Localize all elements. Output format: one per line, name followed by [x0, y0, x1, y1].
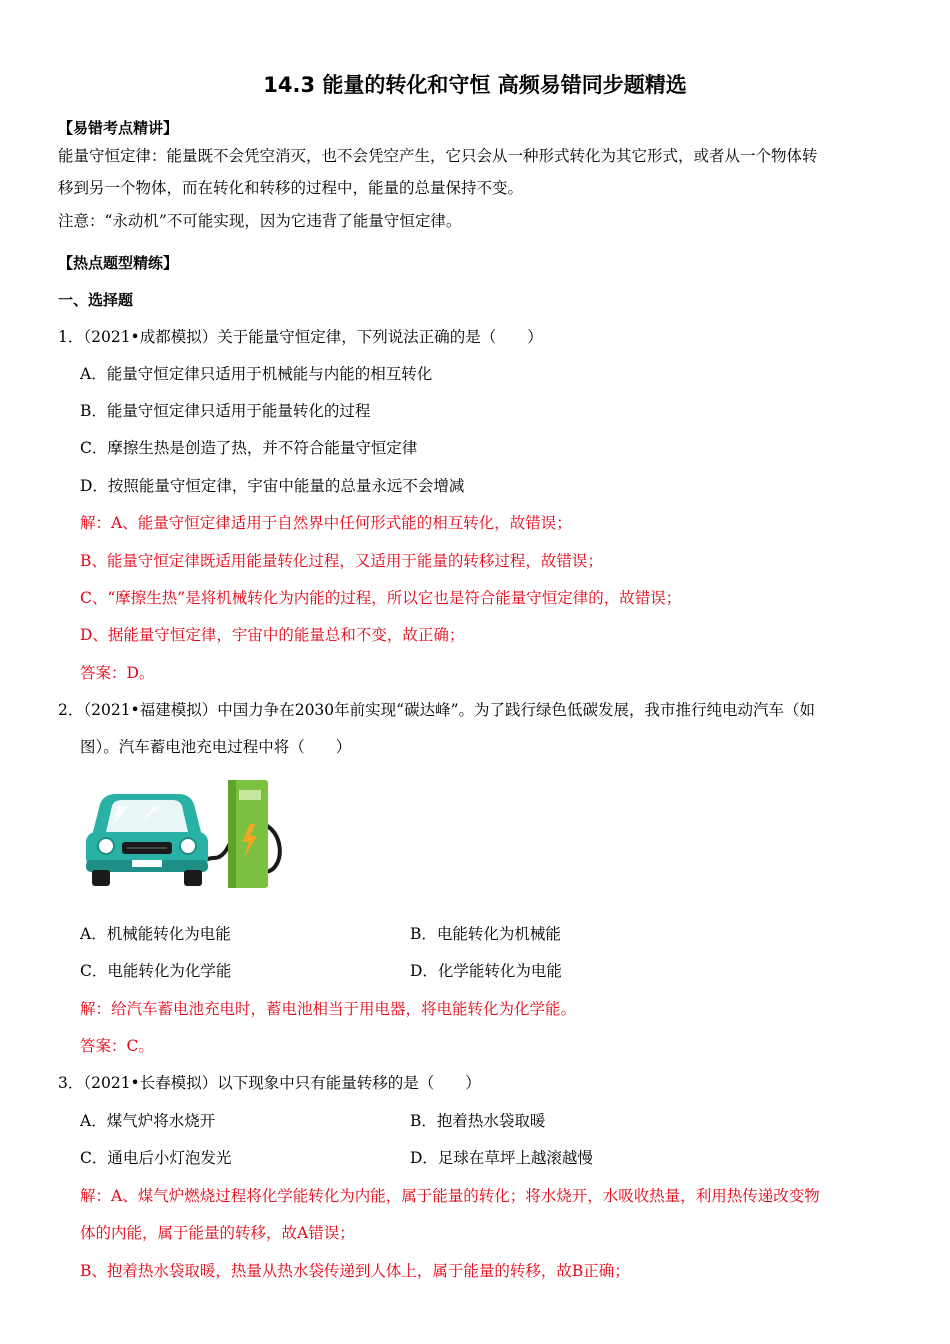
- q3-option-b: B．抱着热水袋取暖: [410, 1112, 546, 1130]
- q3-solution-line-1: 解：A、煤气炉燃烧过程将化学能转化为内能，属于能量的转化；将水烧开，水吸收热量，利用热传递改变物: [80, 1187, 820, 1205]
- charger-screen: [239, 790, 261, 800]
- q2-stem-line-1: 2．（2021•福建模拟）中国力争在2030年前实现“碳达峰”。为了践行绿色低碳发展，我市推行纯电动汽车（如: [58, 701, 815, 719]
- document-title: 14.3 能量的转化和守恒 高频易错同步题精选: [263, 73, 687, 97]
- car-headlight-left: [98, 838, 114, 854]
- q1-answer: 答案：D。: [80, 664, 155, 682]
- section-heading-practice: 【热点题型精练】: [58, 254, 179, 272]
- electric-car-charging-figure: [82, 776, 282, 892]
- q1-solution-line-2: B、能量守恒定律既适用能量转化过程，又适用于能量的转移过程，故错误；: [80, 552, 603, 570]
- q2-stem-line-2: 图）。汽车蓄电池充电过程中将（ ）: [80, 738, 352, 756]
- section-heading-key-points: 【易错考点精讲】: [58, 119, 179, 137]
- perpetual-motion-note: 注意：“永动机”不可能实现，因为它违背了能量守恒定律。: [58, 212, 462, 230]
- q1-option-d: D．按照能量守恒定律，宇宙中能量的总量永远不会增减: [80, 477, 465, 495]
- car-license-plate: [132, 860, 162, 867]
- q2-option-a: A．机械能转化为电能: [80, 925, 231, 943]
- q2-option-d: D．化学能转化为电能: [410, 962, 562, 980]
- q1-solution-line-4: D、据能量守恒定律，宇宙中的能量总和不变，故正确；: [80, 626, 465, 644]
- q1-solution-line-1: 解：A、能量守恒定律适用于自然界中任何形式能的相互转化，故错误；: [80, 514, 572, 532]
- q2-option-c: C．电能转化为化学能: [80, 962, 232, 980]
- law-paragraph-line-2: 移到另一个物体，而在转化和转移的过程中，能量的总量保持不变。: [58, 179, 524, 197]
- q1-option-b: B．能量守恒定律只适用于能量转化的过程: [80, 402, 371, 420]
- q1-stem: 1．（2021•成都模拟）关于能量守恒定律，下列说法正确的是（ ）: [58, 328, 543, 346]
- q3-stem: 3．（2021•长春模拟）以下现象中只有能量转移的是（ ）: [58, 1074, 481, 1092]
- q1-option-c: C．摩擦生热是创造了热，并不符合能量守恒定律: [80, 439, 418, 457]
- q3-solution-line-2: 体的内能，属于能量的转移，故A错误；: [80, 1224, 355, 1242]
- law-paragraph-line-1: 能量守恒定律：能量既不会凭空消灭，也不会凭空产生，它只会从一种形式转化为其它形式，或者从一个物体转: [58, 147, 818, 165]
- q3-option-d: D．足球在草坪上越滚越慢: [410, 1149, 593, 1167]
- car-wheel-right: [184, 870, 202, 886]
- car-wheel-left: [92, 870, 110, 886]
- q3-option-c: C．通电后小灯泡发光: [80, 1149, 232, 1167]
- subheading-multiple-choice: 一、选择题: [58, 291, 134, 309]
- q2-answer: 答案：C。: [80, 1037, 154, 1055]
- q2-option-b: B．电能转化为机械能: [410, 925, 561, 943]
- q1-option-a: A．能量守恒定律只适用于机械能与内能的相互转化: [80, 365, 433, 383]
- q1-solution-line-3: C、“摩擦生热”是将机械转化为内能的过程，所以它也是符合能量守恒定律的，故错误；: [80, 589, 682, 607]
- q2-solution: 解：给汽车蓄电池充电时，蓄电池相当于用电器，将电能转化为化学能。: [80, 1000, 577, 1018]
- q3-option-a: A．煤气炉将水烧开: [80, 1112, 216, 1130]
- q3-solution-line-3: B、抱着热水袋取暖，热量从热水袋传递到人体上，属于能量的转移，故B正确；: [80, 1262, 630, 1280]
- car-headlight-right: [180, 838, 196, 854]
